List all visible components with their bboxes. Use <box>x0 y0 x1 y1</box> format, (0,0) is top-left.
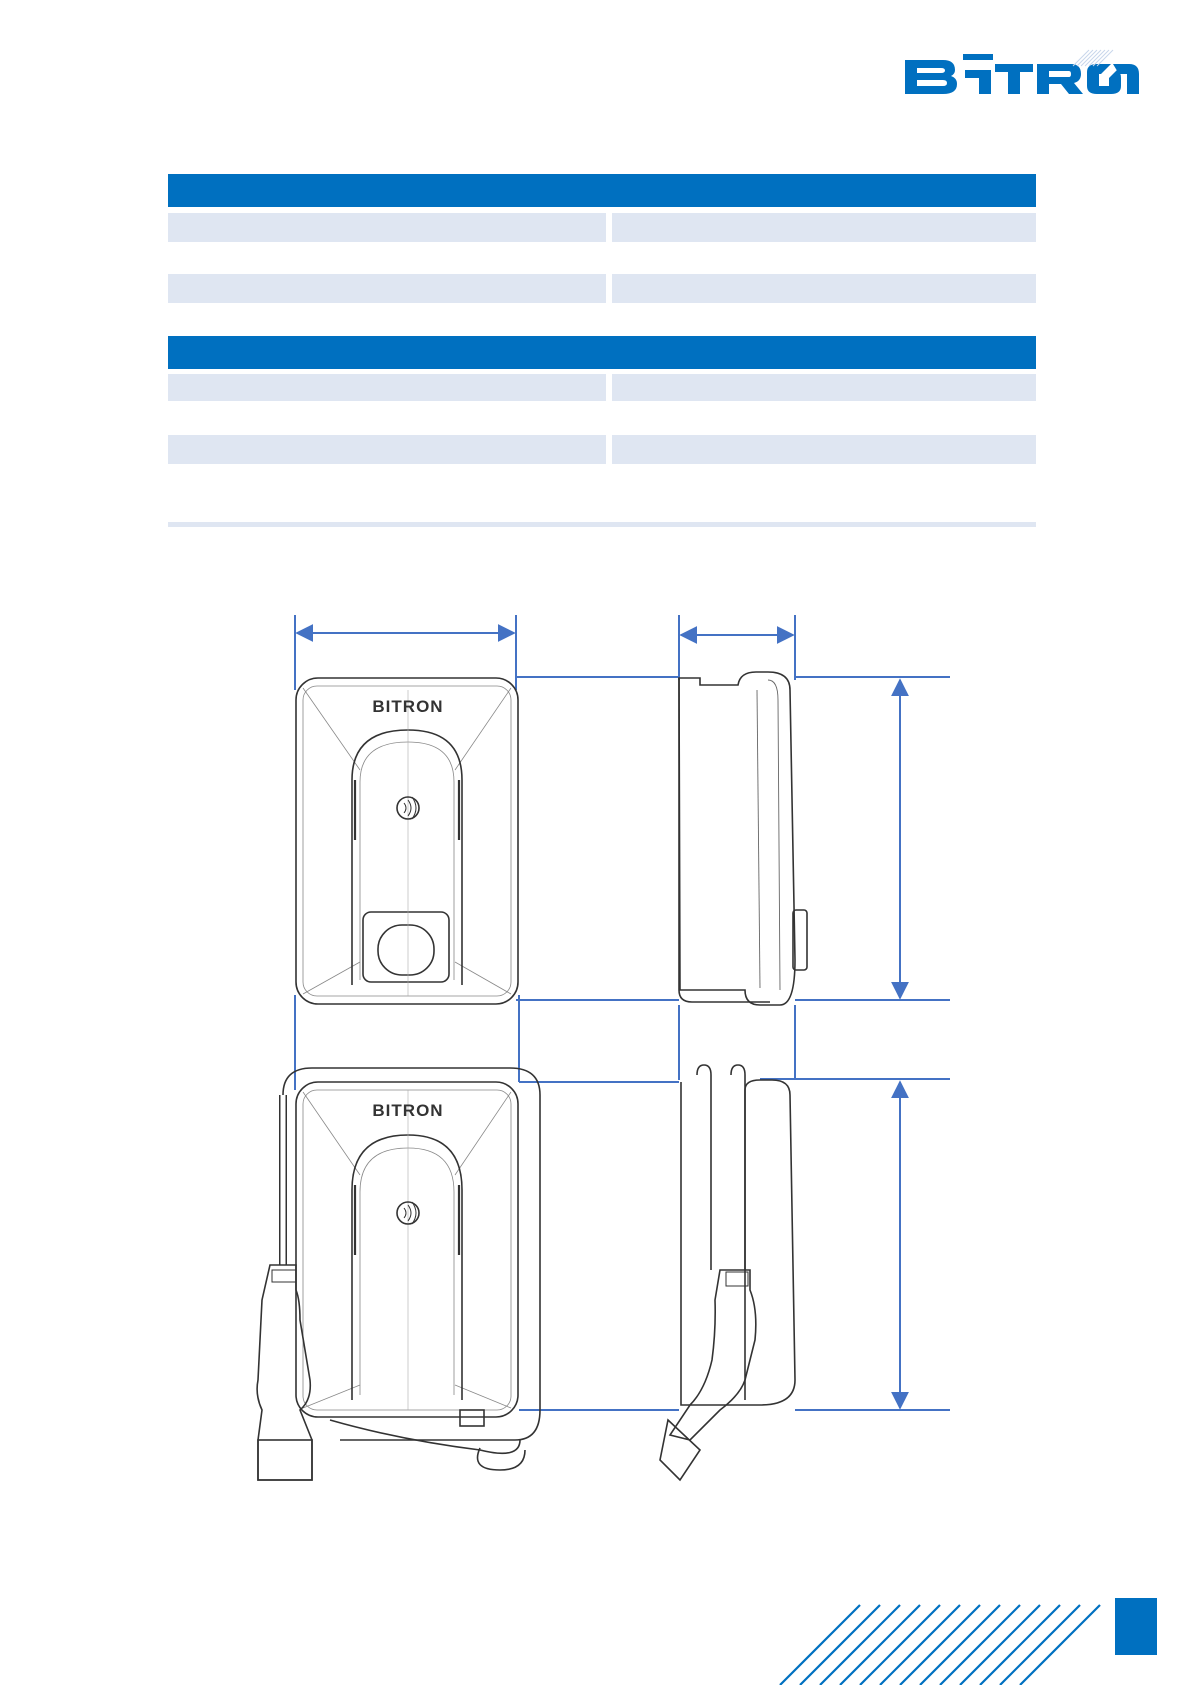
bitron-logo <box>903 48 1141 100</box>
front-view-with-cable <box>257 1068 540 1480</box>
svg-text:BITRON: BITRON <box>372 1101 444 1120</box>
footer-hatch-decoration <box>770 1585 1120 1685</box>
dimension-lines <box>295 615 950 1410</box>
row-value <box>612 374 1036 401</box>
row-label <box>168 435 606 464</box>
side-view-with-plug <box>660 1065 795 1480</box>
spec-table-1-row <box>168 274 1036 303</box>
spec-table-1-row <box>168 245 1036 269</box>
spec-table-1-row <box>168 213 1036 242</box>
spec-table-2-row <box>168 406 1036 430</box>
svg-text:BITRON: BITRON <box>372 697 444 716</box>
row-label <box>168 213 606 242</box>
spec-table-2-row <box>168 468 1036 518</box>
spec-table-1-header <box>168 174 1036 207</box>
bitron-logo-mark <box>372 697 443 716</box>
spec-table-2-row <box>168 435 1036 464</box>
side-view <box>679 672 807 1005</box>
bitron-logo-mark <box>372 1101 443 1120</box>
spec-table-2-header <box>168 336 1036 369</box>
table-bottom-rule <box>168 522 1036 527</box>
page-number-box <box>1115 1598 1157 1655</box>
spec-table-2-row <box>168 374 1036 401</box>
row-label <box>168 374 606 401</box>
row-value <box>612 213 1036 242</box>
dimension-drawing <box>0 600 1192 1500</box>
row-value <box>612 435 1036 464</box>
front-view <box>296 678 518 1004</box>
row-label <box>168 274 606 303</box>
row-value <box>612 274 1036 303</box>
